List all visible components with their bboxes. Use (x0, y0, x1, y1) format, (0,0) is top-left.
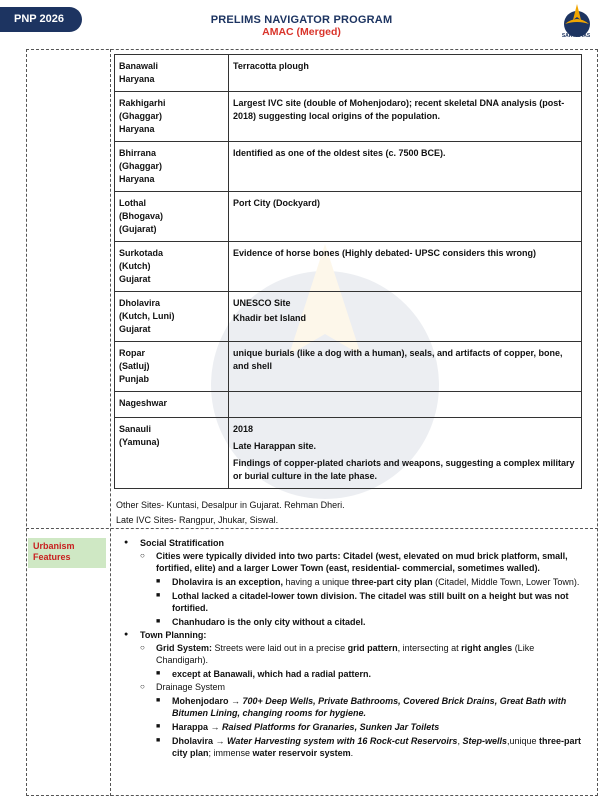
site-name-cell (115, 392, 229, 418)
text: Streets were laid out in a precise (212, 643, 348, 653)
site-description-line: UNESCO Site (233, 298, 291, 308)
text: ,unique (506, 736, 540, 746)
site-name-line: Rakhigarhi (119, 98, 166, 108)
text-bold: three-part city plan (351, 577, 433, 587)
site-name-line: Surkotada (119, 248, 164, 258)
table-row (115, 192, 582, 242)
table-row (115, 418, 582, 489)
site-name-cell (115, 418, 229, 489)
list-item: ■ Lothal lacked a citadel-lower town division. The citadel was still built on a height but was not fortified. (116, 590, 584, 614)
site-description-line: Identified as one of the oldest sites (c. 7500 BCE). (233, 148, 446, 158)
list-item: ○ Drainage System (116, 681, 584, 693)
site-name-cell (115, 55, 229, 92)
text: (Citadel, Middle Town, Lower Town). (432, 577, 580, 587)
site-description-line: Late Harappan site. (233, 441, 317, 451)
text-bold: three-part city plan (172, 736, 582, 758)
site-name-line: Dholavira (119, 298, 161, 308)
site-description-cell (229, 418, 582, 489)
list-item (116, 576, 584, 588)
site-name-cell (115, 342, 229, 392)
list-item: ● Town Planning: (116, 629, 584, 641)
site-description-cell (229, 392, 582, 418)
text-bold: Dholavira → (172, 736, 228, 746)
site-name-line: Gujarat (119, 274, 151, 284)
site-description-cell (229, 192, 582, 242)
section-label: Urbanism Features (28, 538, 106, 568)
ivc-sites-table (114, 54, 582, 489)
text: having a unique (283, 577, 352, 587)
text: (Like Chandigarh). (156, 643, 535, 665)
site-name-line: (Kutch) (119, 261, 151, 271)
text-bold: Harappa → (172, 722, 223, 732)
site-description-line: Port City (Dockyard) (233, 198, 321, 208)
text: , intersecting at (397, 643, 462, 653)
site-name-line: Punjab (119, 374, 150, 384)
site-name-line: (Ghaggar) (119, 111, 163, 121)
site-description-cell (229, 292, 582, 342)
site-description-cell (229, 92, 582, 142)
text: . (350, 748, 354, 758)
text-bold-italic: Raised Platforms for Granaries, Sunken Jar Toilets (222, 722, 440, 732)
text-bold-italic: 700+ Deep Wells, Private Bathrooms, Covered Brick Drains, Great Bath with Bitumen Lining, changing rooms for hygiene. (172, 696, 567, 718)
logo-text: SARTHI IAS (561, 33, 591, 39)
table-row (115, 242, 582, 292)
list-item (116, 721, 584, 733)
list-item (116, 735, 584, 759)
column-divider (110, 49, 111, 796)
site-name-line: (Satluj) (119, 361, 150, 371)
site-description-cell (229, 142, 582, 192)
site-name-line: Nageshwar (119, 398, 168, 408)
site-description-line: Evidence of horse bones (Highly debated- UPSC considers this wrong) (233, 248, 537, 258)
site-name-line: Haryana (119, 174, 155, 184)
table-row (115, 142, 582, 192)
table-row (115, 92, 582, 142)
other-sites-text: Other Sites- Kuntasi, Desalpur in Gujarat. Rehman Dheri. (116, 500, 345, 510)
site-description-line: unique burials (like a dog with a human), seals, and artifacts of copper, bone, and shell (233, 348, 563, 371)
table-row (115, 55, 582, 92)
page-header (0, 0, 603, 46)
site-name-cell (115, 292, 229, 342)
site-name-line: (Bhogava) (119, 211, 164, 221)
text-bold: water reservoir system (252, 748, 351, 758)
text: ; immense (208, 748, 253, 758)
list-item: ■ Chanhudaro is the only city without a citadel. (116, 616, 584, 628)
site-name-line: Lothal (119, 198, 146, 208)
site-description-line: Terracotta plough (233, 61, 309, 71)
site-name-cell (115, 142, 229, 192)
site-description-line: Largest IVC site (double of Mohenjodaro); recent skeletal DNA analysis (post-2018) suggesting local origins of the population. (233, 98, 565, 121)
list-item: ● Social Stratification (116, 537, 584, 549)
table-row (115, 392, 582, 418)
site-name-cell (115, 242, 229, 292)
site-name-line: Haryana (119, 124, 155, 134)
site-name-line: Ropar (119, 348, 146, 358)
site-description-line: Findings of copper-plated chariots and weapons, suggesting a complex military or burial culture in the late phase. (233, 458, 575, 481)
site-name-cell (115, 92, 229, 142)
site-name-cell (115, 192, 229, 242)
site-description-cell (229, 242, 582, 292)
text-bold: Grid System: (156, 643, 213, 653)
site-name-line: Sanauli (119, 424, 152, 434)
site-name-line: (Gujarat) (119, 224, 157, 234)
page-subtitle: AMAC (Merged) (262, 26, 341, 38)
site-description-line: Khadir bet Island (233, 313, 307, 323)
site-name-line: Bhirrana (119, 148, 157, 158)
site-name-line: Haryana (119, 74, 155, 84)
text-bold: grid pattern (347, 643, 398, 653)
text-bold: Dholavira is an exception, (172, 577, 284, 587)
urbanism-content (116, 536, 584, 759)
late-sites-text: Late IVC Sites- Rangpur, Jhukar, Siswal. (116, 515, 279, 525)
site-name-line: (Ghaggar) (119, 161, 163, 171)
site-description-cell (229, 342, 582, 392)
site-name-line: (Yamuna) (119, 437, 160, 447)
text-bold: right angles (461, 643, 513, 653)
site-description-cell (229, 55, 582, 92)
table-row (115, 292, 582, 342)
list-item (116, 642, 584, 666)
text-bold: Mohenjodaro → (172, 696, 243, 706)
site-description-line: 2018 (233, 424, 254, 434)
site-name-line: Banawali (119, 61, 159, 71)
site-name-line: (Kutch, Luni) (119, 311, 175, 321)
program-badge: PNP 2026 (0, 7, 82, 32)
page-title: PRELIMS NAVIGATOR PROGRAM (210, 14, 393, 26)
section-divider (26, 528, 598, 529)
list-item: ■ except at Banawali, which had a radial pattern. (116, 668, 584, 680)
text-bold-italic: Water Harvesting system with 16 Rock-cut Reservoirs (227, 736, 458, 746)
list-item: ○ Cities were typically divided into two parts: Citadel (west, elevated on mud brick platform, small, fortified, elite) and a larger Lower Town (east, residential- commercial, sometimes walled). (116, 550, 584, 574)
list-item (116, 695, 584, 719)
text: , (457, 736, 463, 746)
table-row (115, 342, 582, 392)
text-bold-italic: Step-wells (462, 736, 507, 746)
site-name-line: Gujarat (119, 324, 151, 334)
